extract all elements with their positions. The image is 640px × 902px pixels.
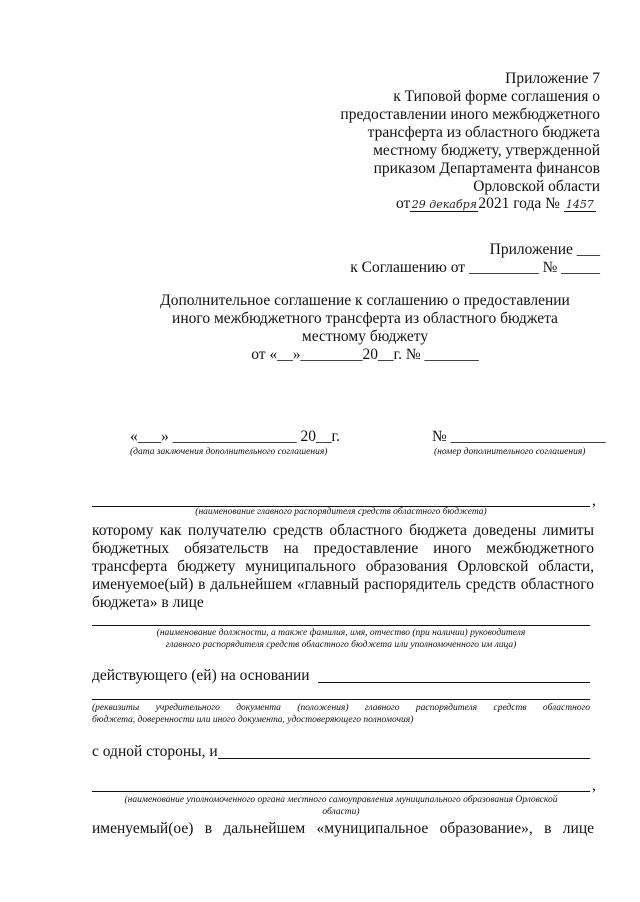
- title-line: местному бюджету: [301, 328, 429, 345]
- agreement-date-caption: (дата заключения дополнительного соглашения): [130, 447, 328, 457]
- handwritten-date: 29 декабря: [411, 198, 477, 211]
- basis-doc-caption-2: бюджета, доверенности или иного документа, удостоверяющего полномочия): [92, 715, 414, 725]
- acting-basis-line: [318, 682, 590, 683]
- head-caption-2: главного распорядителя средств областного бюджета или уполномоченного им лица): [165, 640, 517, 650]
- title-date-line: от «__»________20__г. № _______: [251, 346, 479, 363]
- authority-caption-1: (наименование уполномоченного органа местного самоуправления муниципального образования Орловской: [124, 795, 558, 805]
- paragraph-line: трансферта бюджету муниципального образования Орловской области,: [92, 558, 594, 575]
- basis-doc-caption-1: (реквизиты учредительного документа (положения) главного распорядителя средств областного: [92, 703, 590, 713]
- appendix-line: приказом Департамента финансов: [373, 160, 600, 177]
- paragraph-line: бюджетных обязательств на предоставление иного межбюджетного: [92, 540, 594, 557]
- appendix-line: Орловской области: [473, 178, 600, 195]
- acting-basis-label: действующего (ей) на основании: [92, 667, 310, 684]
- agreement-date-field: «___» ________________ 20__г.: [130, 428, 340, 445]
- chief-manager-caption: (наименование главного распорядителя средств областного бюджета): [195, 507, 487, 517]
- appendix-line: к Типовой форме соглашения о: [393, 88, 600, 105]
- paragraph-line: именуемое(ый) в дальнейшем «главный распорядитель средств областного: [92, 576, 594, 593]
- comma: ,: [592, 492, 596, 509]
- handwritten-number: 1457: [565, 198, 594, 211]
- title-line: иного межбюджетного трансферта из областного бюджета: [172, 310, 558, 327]
- order-date-suffix: 2021 года №: [478, 195, 560, 212]
- appendix-title: Приложение 7: [505, 70, 600, 87]
- comma: ,: [592, 777, 596, 794]
- agreement-number-field: № ____________________: [432, 428, 606, 445]
- appendix-line: местному бюджету, утвержденной: [373, 142, 600, 159]
- paragraph-line: именуемый(ое) в дальнейшем «муниципальное образование», в лице: [92, 820, 594, 837]
- appendix-line: предоставлении иного межбюджетного: [340, 106, 600, 123]
- authority-line: [92, 791, 590, 792]
- order-date-line: [396, 195, 596, 213]
- order-date-prefix: от: [396, 195, 411, 212]
- paragraph-line: которому как получателю средств областного бюджета доведены лимиты: [92, 522, 594, 539]
- paragraph-line-last: бюджета» в лице: [92, 594, 204, 611]
- basis-doc-line: [92, 699, 590, 700]
- head-line: [92, 625, 590, 626]
- title-line: Дополнительное соглашение к соглашению о предоставлении: [160, 292, 570, 309]
- attachment-title: Приложение ___: [489, 241, 600, 258]
- one-side-label: с одной стороны, и: [92, 743, 218, 760]
- head-caption-1: (наименование должности, а также фамилия, имя, отчество (при наличии) руководителя: [156, 628, 526, 638]
- agreement-number-caption: (номер дополнительного соглашения): [434, 447, 586, 457]
- one-side-line: [218, 758, 590, 759]
- authority-caption-2: области): [322, 807, 360, 817]
- attachment-reference: к Соглашению от _________ № _____: [350, 259, 600, 276]
- appendix-line: трансферта из областного бюджета: [367, 124, 600, 141]
